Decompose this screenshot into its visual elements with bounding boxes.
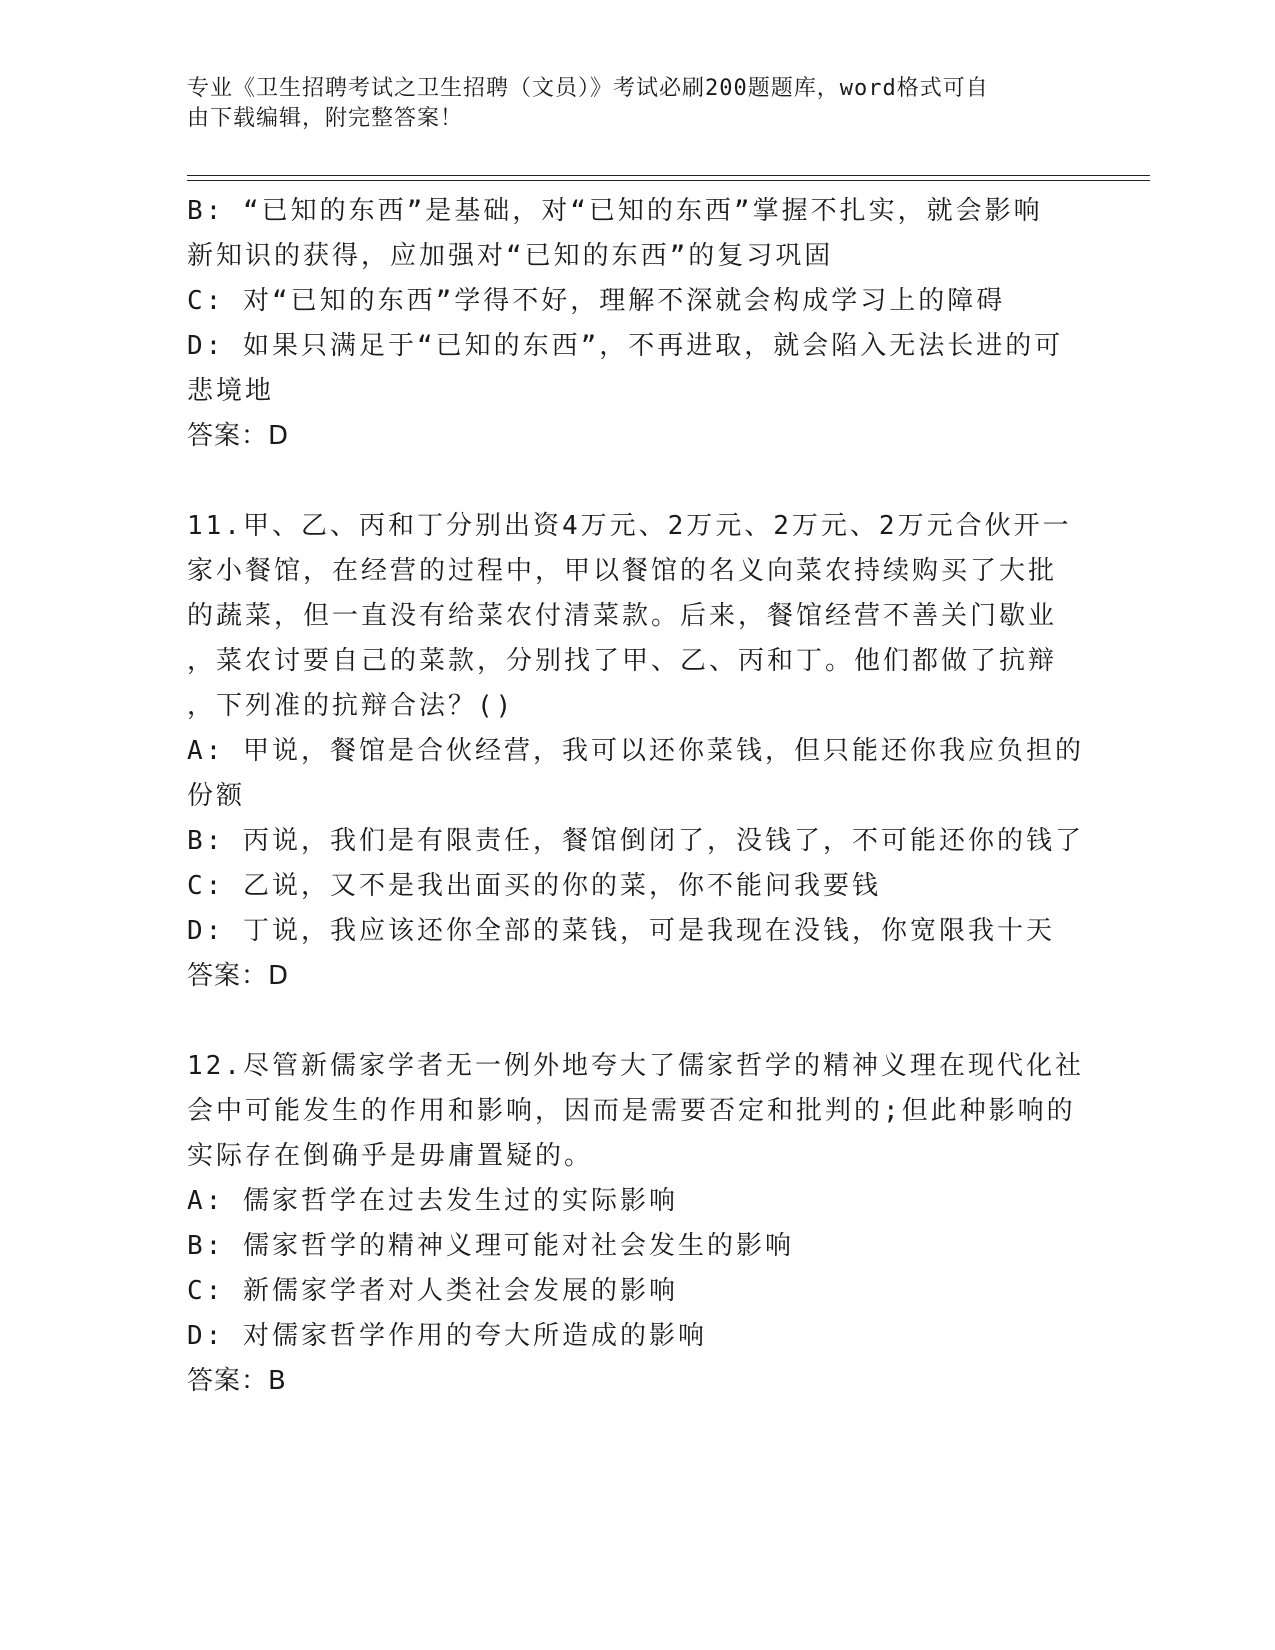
question-11 xyxy=(187,504,1087,999)
question-stem-line: 会中可能发生的作用和影响，因而是需要否定和批判的;但此种影响的 xyxy=(187,1096,1076,1126)
question-stem-line: ，下列准的抗辩合法？() xyxy=(187,691,515,721)
answer: 答案：B xyxy=(187,1366,287,1396)
spacer xyxy=(187,999,1087,1044)
option-d: D: 对儒家哲学作用的夸大所造成的影响 xyxy=(187,1321,707,1351)
document-body xyxy=(187,189,1087,1404)
header-divider-bottom xyxy=(187,180,1150,181)
question-12 xyxy=(187,1044,1087,1404)
option-a-line-2: 份额 xyxy=(187,781,246,811)
option-c: C: 对“已知的东西”学得不好，理解不深就会构成学习上的障碍 xyxy=(187,286,1006,316)
option-c: C: 新儒家学者对人类社会发展的影响 xyxy=(187,1276,678,1306)
question-10-continuation xyxy=(187,189,1087,459)
question-stem-line: 家小餐馆，在经营的过程中，甲以餐馆的名义向菜农持续购买了大批 xyxy=(187,556,1058,586)
document-header xyxy=(187,74,1067,134)
option-a: A: 儒家哲学在过去发生过的实际影响 xyxy=(187,1186,678,1216)
option-b: B: 丙说，我们是有限责任，餐馆倒闭了，没钱了，不可能还你的钱了 xyxy=(187,826,1084,856)
option-c: C: 乙说，又不是我出面买的你的菜，你不能问我要钱 xyxy=(187,871,881,901)
option-a-line-1: A: 甲说，餐馆是合伙经营，我可以还你菜钱，但只能还你我应负担的 xyxy=(187,736,1084,766)
question-stem-line: 的蔬菜，但一直没有给菜农付清菜款。后来，餐馆经营不善关门歇业 xyxy=(187,601,1058,631)
question-stem-line: ，菜农讨要自己的菜款，分别找了甲、乙、丙和丁。他们都做了抗辩 xyxy=(187,646,1058,676)
option-d-line-2: 悲境地 xyxy=(187,376,275,406)
option-d: D: 丁说，我应该还你全部的菜钱，可是我现在没钱，你宽限我十天 xyxy=(187,916,1055,946)
question-stem-line: 11.甲、乙、丙和丁分别出资4万元、2万元、2万元、2万元合伙开一 xyxy=(187,511,1072,541)
answer: 答案：D xyxy=(187,961,290,991)
answer: 答案：D xyxy=(187,421,290,451)
option-d-line-1: D: 如果只满足于“已知的东西”，不再进取，就会陷入无法长进的可 xyxy=(187,331,1064,361)
option-b-line-2: 新知识的获得，应加强对“已知的东西”的复习巩固 xyxy=(187,241,834,271)
option-b: B: 儒家哲学的精神义理可能对社会发生的影响 xyxy=(187,1231,794,1261)
header-divider-top xyxy=(187,175,1150,176)
question-stem-line: 12.尽管新儒家学者无一例外地夸大了儒家哲学的精神义理在现代化社 xyxy=(187,1051,1084,1081)
option-b-line-1: B: “已知的东西”是基础，对“已知的东西”掌握不扎实，就会影响 xyxy=(187,196,1043,226)
question-stem-line: 实际存在倒确乎是毋庸置疑的。 xyxy=(187,1141,594,1171)
header-line-2: 由下载编辑，附完整答案！ xyxy=(187,106,464,131)
header-line-1: 专业《卫生招聘考试之卫生招聘（文员）》考试必刷200题题库，word格式可自 xyxy=(187,76,989,101)
spacer xyxy=(187,459,1087,504)
